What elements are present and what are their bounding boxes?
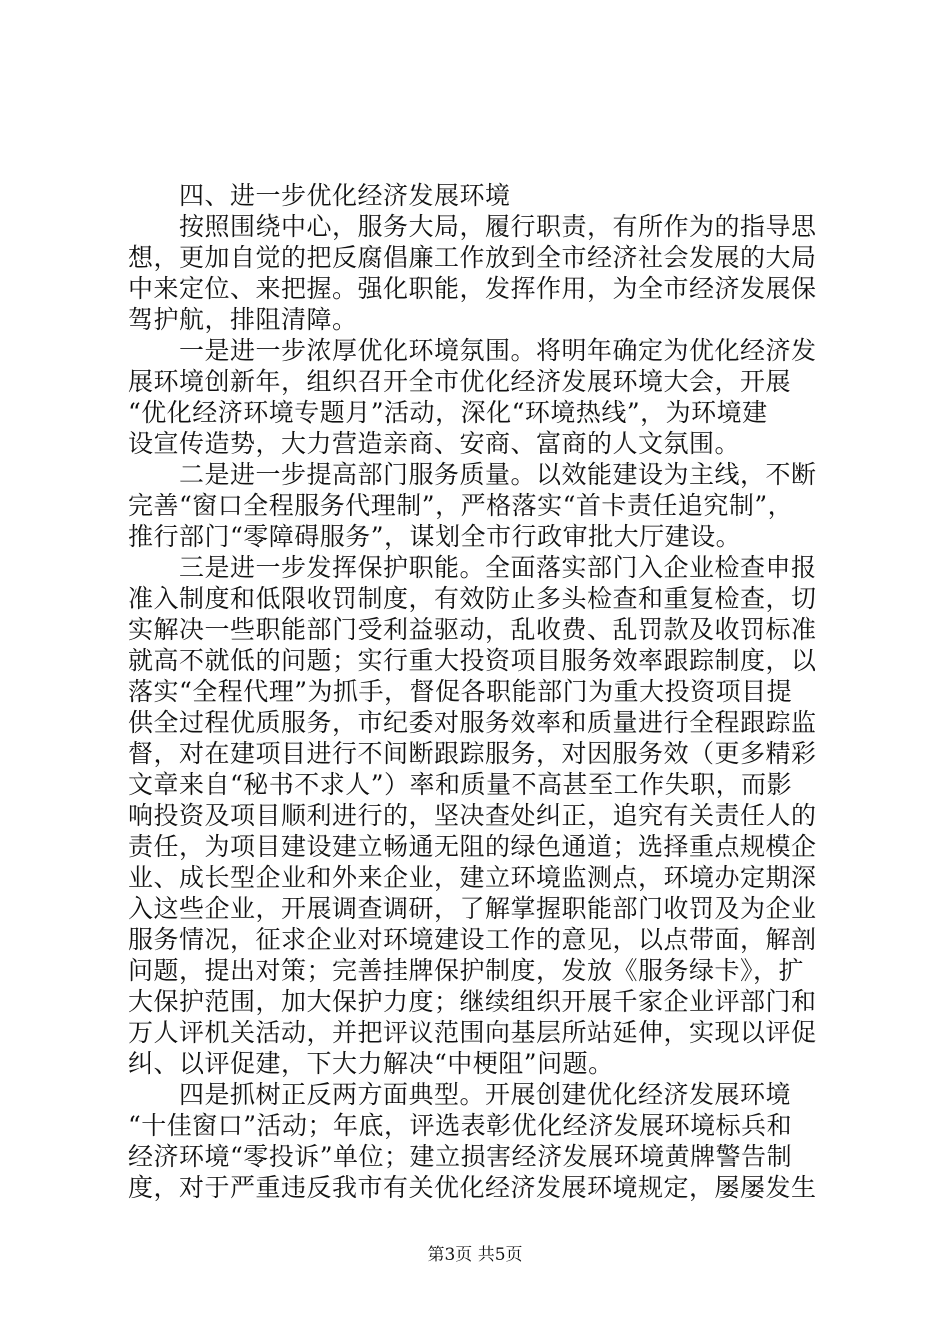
text-line: 供全过程优质服务，市纪委对服务效率和质量进行全程跟踪监 xyxy=(128,708,817,737)
text-line: 实解决一些职能部门受利益驱动，乱收费、乱罚款及收罚标准 xyxy=(128,615,817,644)
text-line: 责任，为项目建设建立畅通无阻的绿色通道；选择重点规模企 xyxy=(128,832,817,861)
text-line: 一是进一步浓厚优化环境氛围。将明年确定为优化经济发 xyxy=(128,336,817,365)
text-line: 督，对在建项目进行不间断跟踪服务，对因服务效（更多精彩 xyxy=(128,739,817,768)
text-line: 四、进一步优化经济发展环境 xyxy=(128,181,511,210)
text-line: 纠、以评促建，下大力解决“中梗阻”问题。 xyxy=(128,1049,614,1078)
text-line: 就高不就低的问题；实行重大投资项目服务效率跟踪制度，以 xyxy=(128,646,817,675)
text-line: 想，更加自觉的把反腐倡廉工作放到全市经济社会发展的大局 xyxy=(128,243,817,272)
text-line: 中来定位、来把握。强化职能，发挥作用，为全市经济发展保 xyxy=(128,274,817,303)
text-line: 驾护航，排阻清障。 xyxy=(128,305,358,334)
text-line: 问题，提出对策；完善挂牌保护制度，发放《服务绿卡》，扩 xyxy=(128,956,805,985)
text-line: 展环境创新年，组织召开全市优化经济发展环境大会，开展 xyxy=(128,367,792,396)
text-line: 度，对于严重违反我市有关优化经济发展环境规定，屡屡发生 xyxy=(128,1173,817,1202)
text-line: “优化经济环境专题月”活动，深化“环境热线”，为环境建 xyxy=(128,398,768,427)
text-line: 完善“窗口全程服务代理制”，严格落实“首卡责任追究制”， xyxy=(128,491,794,520)
text-line: 落实“全程代理”为抓手，督促各职能部门为重大投资项目提 xyxy=(128,677,793,706)
text-line: 四是抓树正反两方面典型。开展创建优化经济发展环境 xyxy=(128,1080,792,1109)
text-line: 经济环境“零投诉”单位；建立损害经济发展环境黄牌警告制 xyxy=(128,1142,793,1171)
text-line: 万人评机关活动，并把评议范围向基层所站延伸，实现以评促 xyxy=(128,1018,817,1047)
text-line: 按照围绕中心，服务大局，履行职责，有所作为的指导思 xyxy=(128,212,817,241)
text-line: 入这些企业，开展调查调研，了解掌握职能部门收罚及为企业 xyxy=(128,894,817,923)
text-line: 业、成长型企业和外来企业，建立环境监测点，环境办定期深 xyxy=(128,863,817,892)
text-line: 大保护范围，加大保护力度；继续组织开展千家企业评部门和 xyxy=(128,987,817,1016)
text-line: 三是进一步发挥保护职能。全面落实部门入企业检查申报 xyxy=(128,553,817,582)
text-line: 文章来自“秘书不求人”）率和质量不高甚至工作失职，而影 xyxy=(128,770,793,799)
text-line: 二是进一步提高部门服务质量。以效能建设为主线，不断 xyxy=(128,460,817,489)
text-line: 推行部门“零障碍服务”，谋划全市行政审批大厅建设。 xyxy=(128,522,742,551)
text-line: 响投资及项目顺利进行的，坚决查处纠正，追究有关责任人的 xyxy=(128,801,817,830)
text-line: 准入制度和低限收罚制度，有效防止多头检查和重复检查，切 xyxy=(128,584,817,613)
text-line: 服务情况，征求企业对环境建设工作的意见，以点带面，解剖 xyxy=(128,925,817,954)
page-number-footer: 第3页 共5页 xyxy=(427,1245,523,1265)
text-line: “十佳窗口”活动；年底，评选表彰优化经济发展环境标兵和 xyxy=(128,1111,793,1140)
text-line: 设宣传造势，大力营造亲商、安商、富商的人文氛围。 xyxy=(128,429,741,458)
